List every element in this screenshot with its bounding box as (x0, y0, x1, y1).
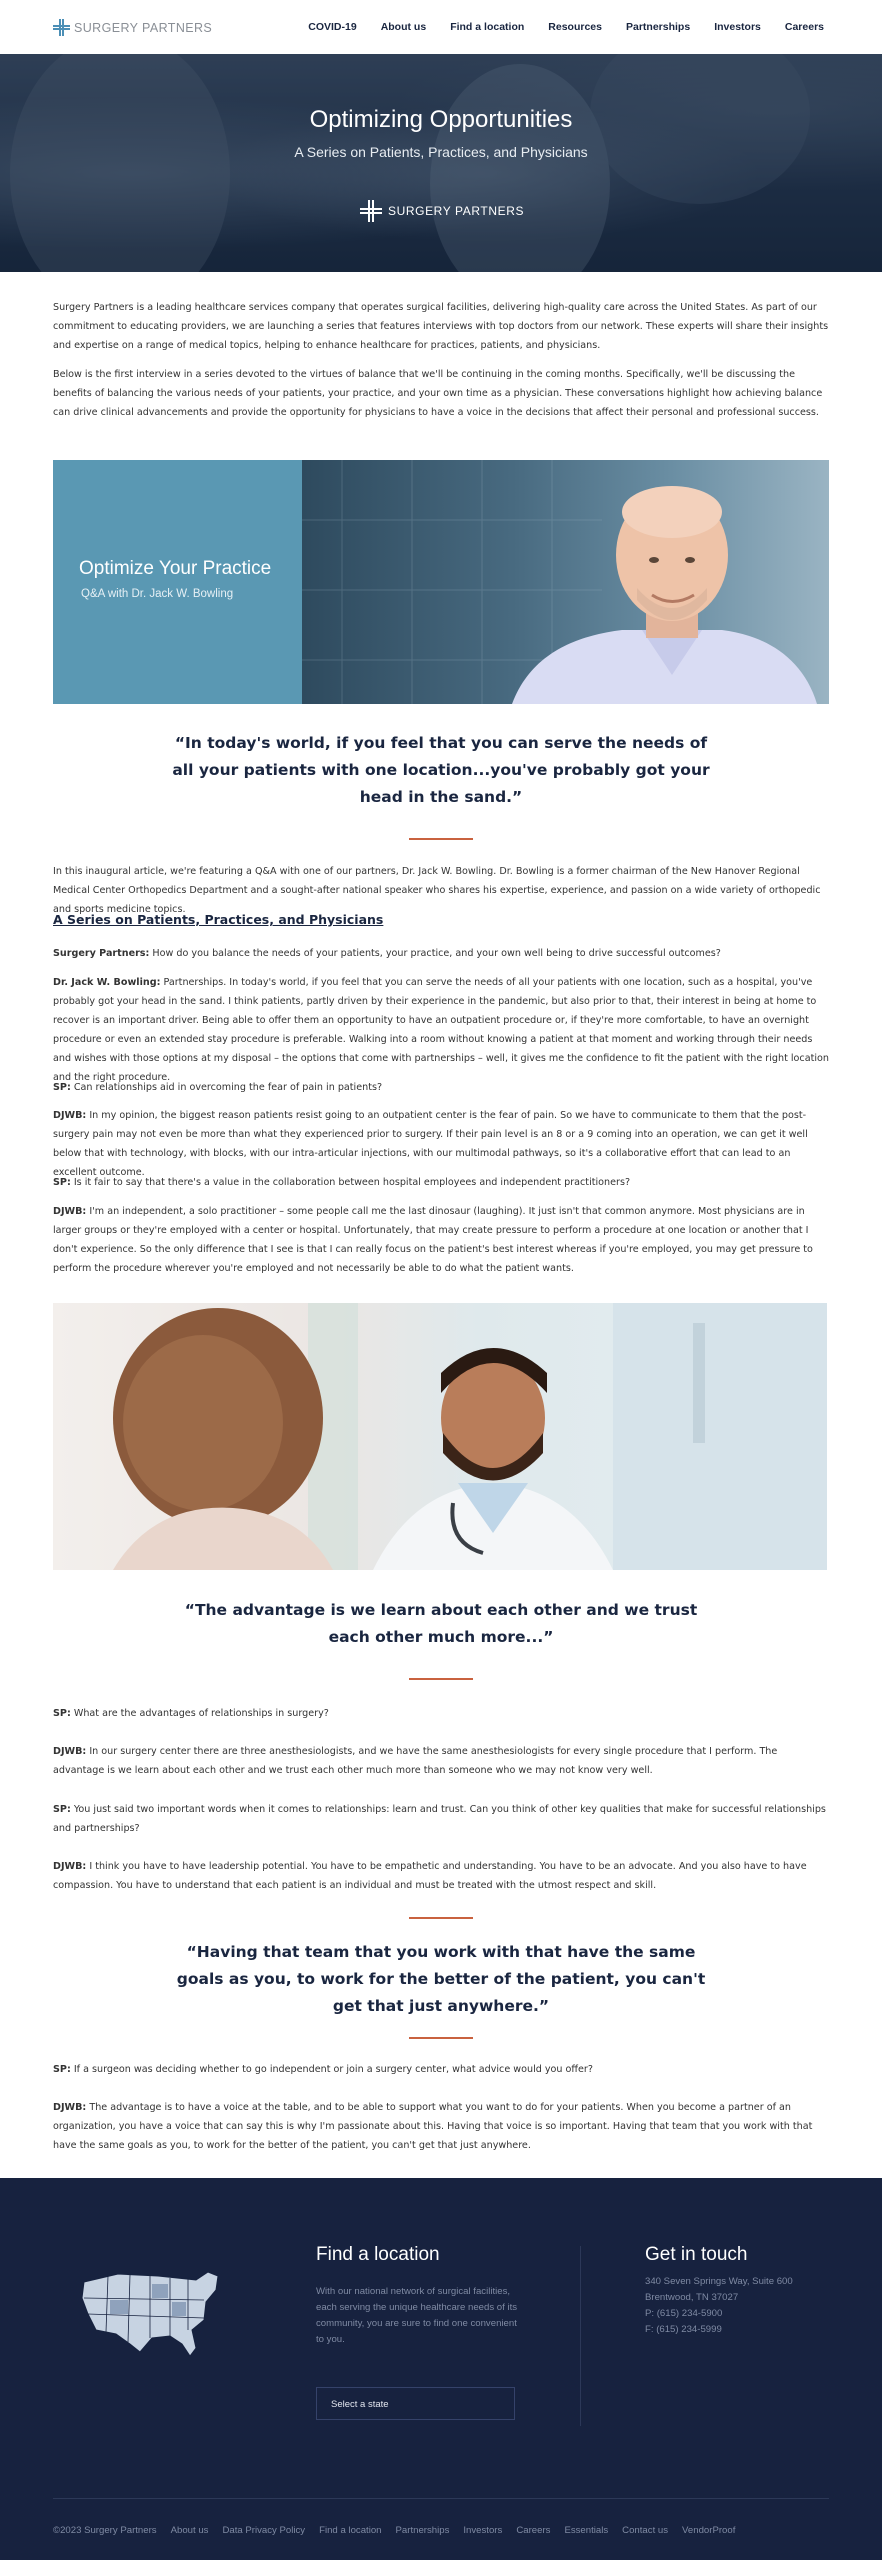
qa-text: You just said two important words when it comes to relationships: learn and trust. Can you think of other key qualities that make for successful relationships and partnerships? (53, 1804, 826, 1834)
pull-quote-2 (53, 1597, 829, 1651)
qa-speaker: DJWB: (53, 1861, 87, 1872)
qa-item (53, 1857, 829, 1895)
nav-investors[interactable]: Investors (714, 21, 761, 33)
phone-number[interactable]: P: (615) 234-5900 (645, 2308, 723, 2319)
qa-speaker: SP: (53, 1177, 71, 1188)
hero-banner (0, 54, 882, 272)
nav-links (284, 21, 824, 33)
qa-speaker: DJWB: (53, 1206, 87, 1217)
footer-link-contact[interactable]: Contact us (622, 2525, 669, 2536)
footer-link-investors[interactable]: Investors (463, 2525, 503, 2536)
logo-cross-icon (53, 19, 70, 36)
pull-quote-3-line-3: get that just anywhere.” (332, 1997, 550, 2015)
get-in-touch-title: Get in touch (645, 2244, 748, 2265)
nav-resources[interactable]: Resources (548, 21, 602, 33)
nav-about[interactable]: About us (380, 21, 427, 33)
qa-text: I'm an independent, a solo practitioner – some people call me the last dinosaur (laughing). It just isn't that common anymore. Most physicians are in larger groups or they're employed with a center or hospital. Unfortunately, that may create pressure to perform a procedure at one location or another that I don't experience. So the only difference that I see is that I can really focus on the patient's best interest whereas if you're employed, you may get pressure to perform the procedure wherever you're employed and not necessarily be able to do what the patient wants. (53, 1206, 813, 1274)
pull-quote-1-line-1: “In today's world, if you feel that you can serve the needs of (174, 734, 708, 752)
qa-speaker: SP: (53, 1708, 71, 1719)
state-select[interactable]: Select a state (316, 2387, 515, 2420)
pull-quote-3-line-2: goals as you, to work for the better of the patient, you can't (176, 1970, 706, 1988)
qa-speaker: SP: (53, 2064, 71, 2075)
footer-link-essentials[interactable]: Essentials (564, 2525, 609, 2536)
qa-item (53, 2060, 829, 2079)
qa-text: In my opinion, the biggest reason patients resist going to an outpatient center is the fear of pain. So we have to communicate to them that the post-surgery pain may not even be more than what they experienced prior to surgery. If their pain level is an 8 or a 9 coming into an operation, we can get it well below that with technology, with blocks, with our intra-articular injections, with our multimodal pathways, so it's a collaborative effort that can lead to an excellent outcome. (53, 1110, 808, 1178)
intro-paragraph-2: Below is the first interview in a series devoted to the virtues of balance that we'll be continuing in the coming months. Specifically, we'll be discussing the benefits of balancing the various needs of your patients, your practice, and your own time as a physician. These conversations highlight how achieving balance can drive clinical advancements and provide the opportunity for physicians to have a voice in the decisions that affect their personal and professional success. (53, 369, 823, 418)
copyright: ©2023 Surgery Partners (53, 2525, 157, 2536)
qa-item (53, 1742, 829, 1780)
qa-speaker: SP: (53, 1804, 71, 1815)
footer-links (53, 2525, 749, 2536)
hero-subtitle: A Series on Patients, Practices, and Physicians (294, 144, 588, 160)
pull-quote-2-line-1: “The advantage is we learn about each other and we trust (184, 1601, 698, 1619)
qa-text: In our surgery center there are three anesthesiologists, and we have the same anesthesiologists for every single procedure that I perform. The advantage is we learn about each other and we trust each other much more than someone who we may not know very well. (53, 1746, 778, 1776)
intro-paragraph-1: Surgery Partners is a leading healthcare services company that operates surgical facilities, delivering high-quality care across the United States. As part of our commitment to educating providers, we are launching a series that features interviews with top doctors from our network. These experts will share their insights and expertise on a range of medical topics, helping to enhance healthcare for practices, patients, and physicians. (53, 302, 829, 351)
qa-speaker: Surgery Partners: (53, 948, 150, 959)
footer-link-careers[interactable]: Careers (516, 2525, 551, 2536)
pull-quote-3 (53, 1939, 829, 2020)
qa-speaker: SP: (53, 1082, 71, 1093)
quote-divider-1 (409, 838, 473, 840)
hero-title: Optimizing Opportunities (309, 106, 573, 133)
quote-divider-3 (409, 1917, 473, 1919)
qa-item (53, 1202, 829, 1278)
find-location-text: With our national network of surgical facilities, each serving the unique healthcare needs of its community, you are sure to find one convenient to you. (316, 2286, 518, 2345)
footer (0, 2178, 882, 2560)
qa-item (53, 944, 829, 963)
address-line-2: Brentwood, TN 37027 (645, 2292, 739, 2303)
qa-text: The advantage is to have a voice at the table, and to be able to support what you want to do for your patients. When you become a partner of an organization, you have a voice that can say this is why I'm passionate about this. Having that voice is so important. Having that team that you work with that have the same goals as you, to work for the better of the patient, you can't get that just anywhere. (53, 2102, 813, 2151)
qa-speaker: Dr. Jack W. Bowling: (53, 977, 161, 988)
pull-quote-1 (53, 730, 829, 811)
qa-text: Can relationships aid in overcoming the fear of pain in patients? (73, 1082, 383, 1093)
qa-speaker: DJWB: (53, 2102, 87, 2113)
banner-subtitle: Q&A with Dr. Jack W. Bowling (81, 588, 234, 600)
qa-text: Partnerships. In today's world, if you feel that you can serve the needs of all your patients with one location, such as a hospital, you've probably got your head in the sand. I think patients, partly driven by their experience in the pandemic, but also prior to that, their interest in being at home to recover is an important driver. Being able to offer them an opportunity to have an outpatient procedure or, if they're more comfortable, to have an overnight procedure or even an extended stay procedure is preferable. Walking into a room without knowing a patient at that moment and working through their needs and wishes with those options at my disposal – the options that come with partnerships – well, it gives me the confidence to fit the patient with the right location and the right procedure. (53, 977, 829, 1083)
quote-divider-4 (409, 2037, 473, 2039)
top-nav (0, 0, 882, 54)
hero-logo-text: SURGERY PARTNERS (388, 204, 525, 218)
doctor-portrait-image (302, 460, 829, 704)
qa-text: Is it fair to say that there's a value in the collaboration between hospital employees and independent practitioners? (73, 1177, 631, 1188)
qa-text: How do you balance the needs of your patients, your practice, and your own well being to drive successful outcomes? (152, 948, 721, 959)
qa-item (53, 1106, 829, 1182)
footer-link-partnerships[interactable]: Partnerships (395, 2525, 450, 2536)
nav-careers[interactable]: Careers (784, 21, 824, 33)
logo-text: SURGERY PARTNERS (74, 20, 213, 35)
qa-item (53, 973, 829, 1087)
section-title: A Series on Patients, Practices, and Physicians (53, 912, 384, 927)
banner-text-panel (53, 460, 302, 704)
pull-quote-1-line-2: all your patients with one location...you've probably got your (172, 761, 710, 779)
article-intro: In this inaugural article, we're featuring a Q&A with one of our partners, Dr. Jack W. Bowling. Dr. Bowling is a former chairman of the New Hanover Regional Medical Center Orthopedics Department and a sought-after national speaker who shares his expertise, experience, and passion on a wide variety of orthopedic and sports medicine topics. (53, 866, 821, 915)
nav-partnerships[interactable]: Partnerships (625, 21, 691, 33)
pull-quote-3-line-1: “Having that team that you work with that have the same (186, 1943, 696, 1961)
qa-item (53, 1078, 829, 1097)
hero-logo-cross-icon (360, 200, 382, 222)
qa-text: What are the advantages of relationships in surgery? (73, 1708, 329, 1719)
hero-logo (360, 200, 524, 222)
footer-rule (53, 2498, 829, 2499)
pull-quote-1-line-3: head in the sand.” (359, 788, 523, 806)
doctor-patient-photo (53, 1303, 827, 1570)
qa-item (53, 1704, 829, 1723)
hero-background-image (0, 54, 882, 272)
footer-link-about[interactable]: About us (170, 2525, 209, 2536)
pull-quote-2-line-2: each other much more...” (328, 1628, 554, 1646)
fax-number: F: (615) 234-5999 (645, 2324, 722, 2335)
footer-link-vendorproof[interactable]: VendorProof (682, 2525, 736, 2536)
find-location-title: Find a location (316, 2244, 440, 2265)
footer-link-find-location[interactable]: Find a location (319, 2525, 382, 2536)
banner-title: Optimize Your Practice (79, 558, 272, 579)
nav-covid[interactable]: COVID-19 (308, 21, 357, 33)
qa-text: I think you have to have leadership potential. You have to be empathetic and understanding. You have to be an advocate. And you also have to have compassion. You have to understand that each patient is an individual and must be treated with the utmost respect and skill. (53, 1861, 807, 1891)
feature-banner (53, 460, 829, 704)
qa-item (53, 2098, 829, 2155)
logo[interactable] (53, 19, 212, 36)
qa-text: If a surgeon was deciding whether to go independent or join a surgery center, what advice would you offer? (73, 2064, 593, 2075)
qa-item (53, 1173, 829, 1192)
address-line-1: 340 Seven Springs Way, Suite 600 (645, 2276, 793, 2287)
qa-item (53, 1800, 829, 1838)
us-map-icon[interactable] (78, 2264, 238, 2364)
quote-divider-2 (409, 1678, 473, 1680)
qa-speaker: DJWB: (53, 1110, 87, 1121)
qa-speaker: DJWB: (53, 1746, 87, 1757)
footer-divider (580, 2246, 581, 2426)
footer-link-privacy[interactable]: Data Privacy Policy (222, 2525, 306, 2536)
nav-find-location[interactable]: Find a location (450, 21, 525, 33)
